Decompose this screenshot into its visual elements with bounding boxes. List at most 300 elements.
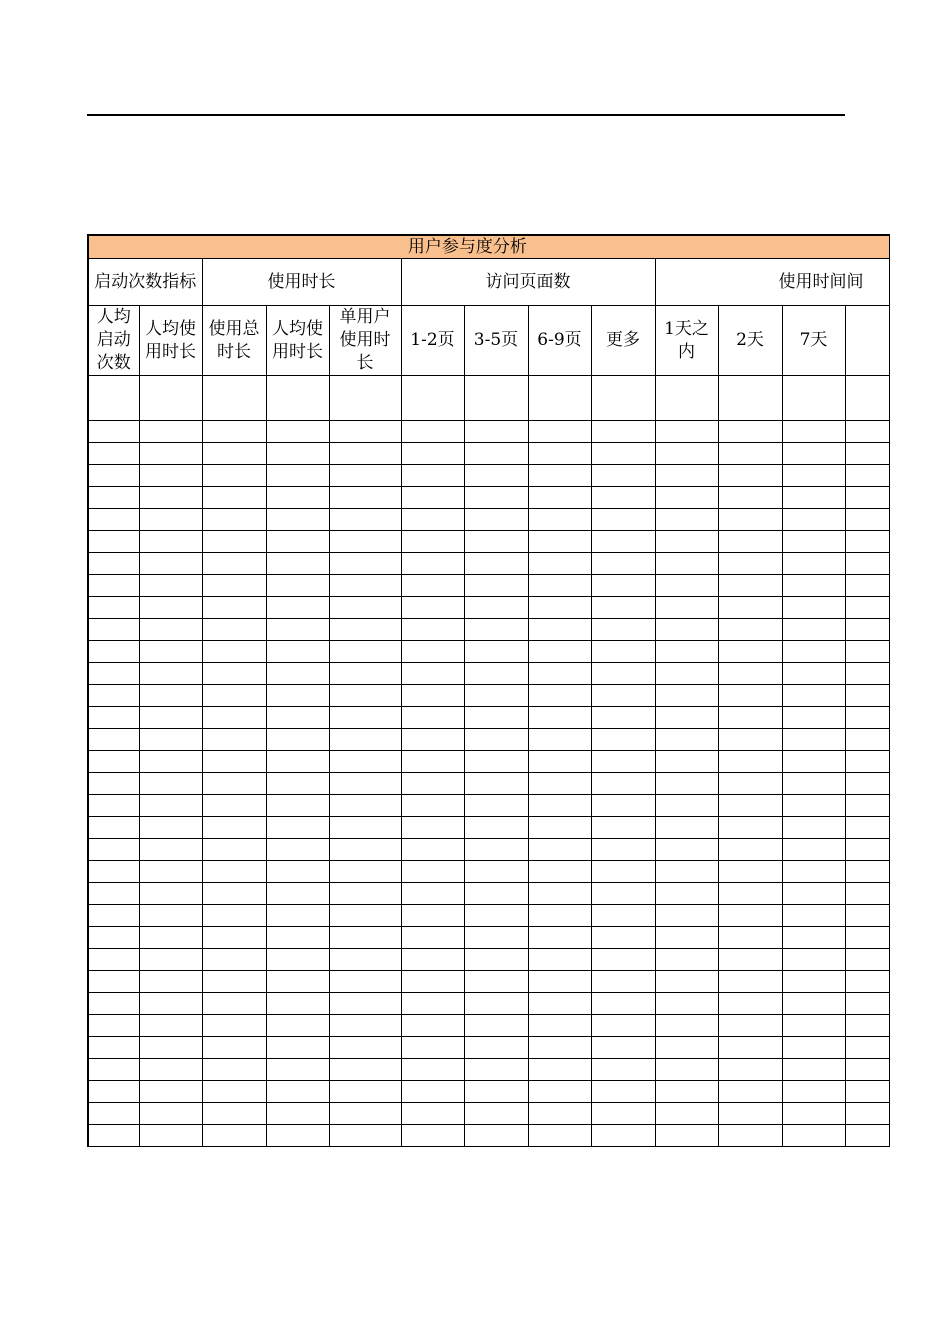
table-cell[interactable] bbox=[139, 729, 202, 751]
table-cell[interactable] bbox=[718, 465, 782, 487]
table-cell[interactable] bbox=[528, 1037, 591, 1059]
table-cell[interactable] bbox=[655, 707, 718, 729]
table-cell[interactable] bbox=[139, 751, 202, 773]
table-cell[interactable] bbox=[266, 619, 329, 641]
table-cell[interactable] bbox=[139, 421, 202, 443]
table-cell[interactable] bbox=[202, 1103, 266, 1125]
table-cell[interactable] bbox=[718, 795, 782, 817]
table-cell[interactable] bbox=[591, 619, 655, 641]
table-cell[interactable] bbox=[266, 1081, 329, 1103]
table-cell[interactable] bbox=[464, 1059, 528, 1081]
table-cell[interactable] bbox=[329, 751, 401, 773]
table-cell[interactable] bbox=[655, 1059, 718, 1081]
table-cell[interactable] bbox=[202, 861, 266, 883]
table-cell[interactable] bbox=[266, 465, 329, 487]
table-cell[interactable] bbox=[139, 531, 202, 553]
table-cell[interactable] bbox=[591, 993, 655, 1015]
table-cell[interactable] bbox=[528, 376, 591, 421]
table-cell[interactable] bbox=[88, 1103, 139, 1125]
table-cell[interactable] bbox=[401, 641, 464, 663]
table-cell[interactable] bbox=[591, 905, 655, 927]
table-cell[interactable] bbox=[202, 795, 266, 817]
table-cell[interactable] bbox=[591, 685, 655, 707]
table-cell[interactable] bbox=[266, 817, 329, 839]
table-cell[interactable] bbox=[528, 663, 591, 685]
table-cell[interactable] bbox=[266, 1103, 329, 1125]
table-cell[interactable] bbox=[655, 1037, 718, 1059]
table-cell[interactable] bbox=[139, 949, 202, 971]
table-cell[interactable] bbox=[329, 575, 401, 597]
table-cell[interactable] bbox=[202, 883, 266, 905]
table-cell[interactable] bbox=[655, 1103, 718, 1125]
table-cell[interactable] bbox=[88, 641, 139, 663]
table-cell[interactable] bbox=[782, 707, 845, 729]
table-cell[interactable] bbox=[528, 465, 591, 487]
table-cell[interactable] bbox=[591, 376, 655, 421]
table-cell[interactable] bbox=[202, 1037, 266, 1059]
table-cell[interactable] bbox=[655, 597, 718, 619]
table-cell[interactable] bbox=[464, 1103, 528, 1125]
table-cell[interactable] bbox=[202, 773, 266, 795]
table-cell[interactable] bbox=[528, 993, 591, 1015]
table-cell[interactable] bbox=[464, 905, 528, 927]
table-cell[interactable] bbox=[139, 1125, 202, 1147]
table-cell[interactable] bbox=[591, 839, 655, 861]
table-cell[interactable] bbox=[266, 949, 329, 971]
table-cell[interactable] bbox=[139, 509, 202, 531]
table-cell[interactable] bbox=[782, 443, 845, 465]
table-cell[interactable] bbox=[401, 839, 464, 861]
table-cell[interactable] bbox=[202, 421, 266, 443]
table-cell[interactable] bbox=[401, 487, 464, 509]
table-cell[interactable] bbox=[528, 553, 591, 575]
table-cell[interactable] bbox=[329, 927, 401, 949]
table-cell[interactable] bbox=[845, 839, 889, 861]
table-cell[interactable] bbox=[718, 443, 782, 465]
table-cell[interactable] bbox=[718, 553, 782, 575]
table-cell[interactable] bbox=[718, 531, 782, 553]
table-cell[interactable] bbox=[591, 707, 655, 729]
table-cell[interactable] bbox=[782, 949, 845, 971]
table-cell[interactable] bbox=[718, 597, 782, 619]
table-cell[interactable] bbox=[88, 553, 139, 575]
table-cell[interactable] bbox=[401, 993, 464, 1015]
table-cell[interactable] bbox=[139, 883, 202, 905]
table-cell[interactable] bbox=[655, 839, 718, 861]
table-cell[interactable] bbox=[718, 487, 782, 509]
table-cell[interactable] bbox=[655, 619, 718, 641]
table-cell[interactable] bbox=[88, 861, 139, 883]
table-cell[interactable] bbox=[845, 509, 889, 531]
table-cell[interactable] bbox=[655, 1125, 718, 1147]
table-cell[interactable] bbox=[718, 971, 782, 993]
table-cell[interactable] bbox=[464, 971, 528, 993]
table-cell[interactable] bbox=[845, 487, 889, 509]
table-cell[interactable] bbox=[464, 641, 528, 663]
table-cell[interactable] bbox=[401, 905, 464, 927]
table-cell[interactable] bbox=[464, 1081, 528, 1103]
table-cell[interactable] bbox=[718, 861, 782, 883]
table-cell[interactable] bbox=[591, 1103, 655, 1125]
table-cell[interactable] bbox=[655, 1015, 718, 1037]
table-cell[interactable] bbox=[782, 421, 845, 443]
table-cell[interactable] bbox=[718, 575, 782, 597]
table-cell[interactable] bbox=[139, 1037, 202, 1059]
table-cell[interactable] bbox=[401, 751, 464, 773]
table-cell[interactable] bbox=[139, 971, 202, 993]
table-cell[interactable] bbox=[528, 509, 591, 531]
table-cell[interactable] bbox=[266, 707, 329, 729]
table-cell[interactable] bbox=[202, 376, 266, 421]
table-cell[interactable] bbox=[266, 927, 329, 949]
table-cell[interactable] bbox=[401, 509, 464, 531]
table-cell[interactable] bbox=[782, 795, 845, 817]
table-cell[interactable] bbox=[329, 619, 401, 641]
table-cell[interactable] bbox=[845, 861, 889, 883]
table-cell[interactable] bbox=[202, 1059, 266, 1081]
table-cell[interactable] bbox=[655, 795, 718, 817]
table-cell[interactable] bbox=[528, 773, 591, 795]
table-cell[interactable] bbox=[88, 1015, 139, 1037]
table-cell[interactable] bbox=[782, 773, 845, 795]
table-cell[interactable] bbox=[329, 905, 401, 927]
table-cell[interactable] bbox=[329, 1125, 401, 1147]
table-cell[interactable] bbox=[528, 729, 591, 751]
table-cell[interactable] bbox=[88, 443, 139, 465]
table-cell[interactable] bbox=[528, 927, 591, 949]
table-cell[interactable] bbox=[266, 597, 329, 619]
table-cell[interactable] bbox=[139, 597, 202, 619]
table-cell[interactable] bbox=[139, 707, 202, 729]
table-cell[interactable] bbox=[718, 773, 782, 795]
table-cell[interactable] bbox=[401, 376, 464, 421]
table-cell[interactable] bbox=[782, 817, 845, 839]
table-cell[interactable] bbox=[655, 729, 718, 751]
table-cell[interactable] bbox=[718, 663, 782, 685]
table-cell[interactable] bbox=[88, 531, 139, 553]
table-cell[interactable] bbox=[464, 553, 528, 575]
table-cell[interactable] bbox=[88, 949, 139, 971]
table-cell[interactable] bbox=[845, 641, 889, 663]
table-cell[interactable] bbox=[591, 443, 655, 465]
table-cell[interactable] bbox=[202, 1015, 266, 1037]
table-cell[interactable] bbox=[528, 861, 591, 883]
table-cell[interactable] bbox=[718, 1103, 782, 1125]
table-cell[interactable] bbox=[329, 1037, 401, 1059]
table-cell[interactable] bbox=[845, 619, 889, 641]
table-cell[interactable] bbox=[845, 883, 889, 905]
table-cell[interactable] bbox=[202, 839, 266, 861]
table-cell[interactable] bbox=[88, 751, 139, 773]
table-cell[interactable] bbox=[718, 949, 782, 971]
table-cell[interactable] bbox=[88, 597, 139, 619]
table-cell[interactable] bbox=[464, 729, 528, 751]
table-cell[interactable] bbox=[329, 729, 401, 751]
table-cell[interactable] bbox=[139, 443, 202, 465]
table-cell[interactable] bbox=[591, 641, 655, 663]
table-cell[interactable] bbox=[329, 1103, 401, 1125]
table-cell[interactable] bbox=[464, 1037, 528, 1059]
table-cell[interactable] bbox=[591, 773, 655, 795]
table-cell[interactable] bbox=[655, 487, 718, 509]
table-cell[interactable] bbox=[139, 861, 202, 883]
table-cell[interactable] bbox=[266, 575, 329, 597]
table-cell[interactable] bbox=[464, 509, 528, 531]
table-cell[interactable] bbox=[139, 905, 202, 927]
table-cell[interactable] bbox=[329, 971, 401, 993]
table-cell[interactable] bbox=[202, 465, 266, 487]
table-cell[interactable] bbox=[464, 927, 528, 949]
table-cell[interactable] bbox=[845, 531, 889, 553]
table-cell[interactable] bbox=[718, 1015, 782, 1037]
table-cell[interactable] bbox=[528, 1081, 591, 1103]
table-cell[interactable] bbox=[401, 553, 464, 575]
table-cell[interactable] bbox=[655, 905, 718, 927]
table-cell[interactable] bbox=[528, 795, 591, 817]
table-cell[interactable] bbox=[401, 619, 464, 641]
table-cell[interactable] bbox=[718, 817, 782, 839]
table-cell[interactable] bbox=[782, 465, 845, 487]
table-cell[interactable] bbox=[845, 663, 889, 685]
table-cell[interactable] bbox=[591, 1081, 655, 1103]
table-cell[interactable] bbox=[718, 927, 782, 949]
table-cell[interactable] bbox=[464, 949, 528, 971]
table-cell[interactable] bbox=[845, 729, 889, 751]
table-cell[interactable] bbox=[782, 376, 845, 421]
table-cell[interactable] bbox=[464, 487, 528, 509]
table-cell[interactable] bbox=[329, 553, 401, 575]
table-cell[interactable] bbox=[401, 927, 464, 949]
table-cell[interactable] bbox=[202, 531, 266, 553]
table-cell[interactable] bbox=[202, 597, 266, 619]
table-cell[interactable] bbox=[528, 1015, 591, 1037]
table-cell[interactable] bbox=[845, 376, 889, 421]
table-cell[interactable] bbox=[528, 707, 591, 729]
table-cell[interactable] bbox=[266, 663, 329, 685]
table-cell[interactable] bbox=[139, 839, 202, 861]
table-cell[interactable] bbox=[202, 685, 266, 707]
table-cell[interactable] bbox=[202, 443, 266, 465]
table-cell[interactable] bbox=[782, 487, 845, 509]
table-cell[interactable] bbox=[591, 795, 655, 817]
table-cell[interactable] bbox=[782, 751, 845, 773]
table-cell[interactable] bbox=[329, 376, 401, 421]
table-cell[interactable] bbox=[266, 509, 329, 531]
table-cell[interactable] bbox=[401, 531, 464, 553]
table-cell[interactable] bbox=[401, 773, 464, 795]
table-cell[interactable] bbox=[329, 685, 401, 707]
table-cell[interactable] bbox=[845, 1015, 889, 1037]
table-cell[interactable] bbox=[591, 927, 655, 949]
table-cell[interactable] bbox=[591, 817, 655, 839]
table-cell[interactable] bbox=[845, 465, 889, 487]
table-cell[interactable] bbox=[88, 575, 139, 597]
table-cell[interactable] bbox=[88, 927, 139, 949]
table-cell[interactable] bbox=[591, 509, 655, 531]
table-cell[interactable] bbox=[845, 1103, 889, 1125]
table-cell[interactable] bbox=[718, 1037, 782, 1059]
table-cell[interactable] bbox=[329, 817, 401, 839]
table-cell[interactable] bbox=[718, 1059, 782, 1081]
table-cell[interactable] bbox=[782, 1125, 845, 1147]
table-cell[interactable] bbox=[528, 751, 591, 773]
table-cell[interactable] bbox=[528, 817, 591, 839]
table-cell[interactable] bbox=[401, 795, 464, 817]
table-cell[interactable] bbox=[718, 1125, 782, 1147]
table-cell[interactable] bbox=[655, 509, 718, 531]
table-cell[interactable] bbox=[202, 553, 266, 575]
table-cell[interactable] bbox=[718, 839, 782, 861]
table-cell[interactable] bbox=[528, 597, 591, 619]
table-cell[interactable] bbox=[401, 971, 464, 993]
table-cell[interactable] bbox=[329, 883, 401, 905]
table-cell[interactable] bbox=[266, 1125, 329, 1147]
table-cell[interactable] bbox=[88, 729, 139, 751]
table-cell[interactable] bbox=[655, 773, 718, 795]
table-cell[interactable] bbox=[528, 685, 591, 707]
table-cell[interactable] bbox=[401, 1125, 464, 1147]
table-cell[interactable] bbox=[139, 817, 202, 839]
table-cell[interactable] bbox=[718, 729, 782, 751]
table-cell[interactable] bbox=[845, 993, 889, 1015]
table-cell[interactable] bbox=[845, 1037, 889, 1059]
table-cell[interactable] bbox=[528, 443, 591, 465]
table-cell[interactable] bbox=[464, 685, 528, 707]
table-cell[interactable] bbox=[591, 531, 655, 553]
table-cell[interactable] bbox=[202, 905, 266, 927]
table-cell[interactable] bbox=[329, 465, 401, 487]
table-cell[interactable] bbox=[845, 773, 889, 795]
table-cell[interactable] bbox=[845, 905, 889, 927]
table-cell[interactable] bbox=[266, 729, 329, 751]
table-cell[interactable] bbox=[202, 949, 266, 971]
table-cell[interactable] bbox=[139, 663, 202, 685]
table-cell[interactable] bbox=[845, 597, 889, 619]
table-cell[interactable] bbox=[464, 883, 528, 905]
table-cell[interactable] bbox=[401, 575, 464, 597]
table-cell[interactable] bbox=[401, 663, 464, 685]
table-cell[interactable] bbox=[718, 707, 782, 729]
table-cell[interactable] bbox=[88, 1081, 139, 1103]
table-cell[interactable] bbox=[718, 883, 782, 905]
table-cell[interactable] bbox=[202, 487, 266, 509]
table-cell[interactable] bbox=[464, 531, 528, 553]
table-cell[interactable] bbox=[266, 795, 329, 817]
table-cell[interactable] bbox=[202, 575, 266, 597]
table-cell[interactable] bbox=[782, 729, 845, 751]
table-cell[interactable] bbox=[88, 1037, 139, 1059]
table-cell[interactable] bbox=[845, 1081, 889, 1103]
table-cell[interactable] bbox=[266, 993, 329, 1015]
table-cell[interactable] bbox=[139, 487, 202, 509]
table-cell[interactable] bbox=[528, 421, 591, 443]
table-cell[interactable] bbox=[401, 685, 464, 707]
table-cell[interactable] bbox=[88, 376, 139, 421]
table-cell[interactable] bbox=[401, 597, 464, 619]
table-cell[interactable] bbox=[266, 443, 329, 465]
table-cell[interactable] bbox=[591, 729, 655, 751]
table-cell[interactable] bbox=[845, 685, 889, 707]
table-cell[interactable] bbox=[782, 619, 845, 641]
table-cell[interactable] bbox=[845, 553, 889, 575]
table-cell[interactable] bbox=[782, 553, 845, 575]
table-cell[interactable] bbox=[591, 1037, 655, 1059]
table-cell[interactable] bbox=[655, 993, 718, 1015]
table-cell[interactable] bbox=[202, 971, 266, 993]
table-cell[interactable] bbox=[139, 993, 202, 1015]
table-cell[interactable] bbox=[655, 751, 718, 773]
table-cell[interactable] bbox=[202, 993, 266, 1015]
table-cell[interactable] bbox=[88, 1125, 139, 1147]
table-cell[interactable] bbox=[266, 421, 329, 443]
table-cell[interactable] bbox=[782, 883, 845, 905]
table-cell[interactable] bbox=[88, 773, 139, 795]
table-cell[interactable] bbox=[782, 1037, 845, 1059]
table-cell[interactable] bbox=[202, 619, 266, 641]
table-cell[interactable] bbox=[329, 949, 401, 971]
table-cell[interactable] bbox=[266, 531, 329, 553]
table-cell[interactable] bbox=[655, 1081, 718, 1103]
table-cell[interactable] bbox=[782, 597, 845, 619]
table-cell[interactable] bbox=[782, 1059, 845, 1081]
table-cell[interactable] bbox=[88, 421, 139, 443]
table-cell[interactable] bbox=[528, 1059, 591, 1081]
table-cell[interactable] bbox=[782, 839, 845, 861]
table-cell[interactable] bbox=[528, 839, 591, 861]
table-cell[interactable] bbox=[591, 971, 655, 993]
table-cell[interactable] bbox=[591, 949, 655, 971]
table-cell[interactable] bbox=[782, 509, 845, 531]
table-cell[interactable] bbox=[718, 993, 782, 1015]
table-cell[interactable] bbox=[329, 1081, 401, 1103]
table-cell[interactable] bbox=[139, 1015, 202, 1037]
table-cell[interactable] bbox=[401, 729, 464, 751]
table-cell[interactable] bbox=[266, 376, 329, 421]
table-cell[interactable] bbox=[655, 553, 718, 575]
table-cell[interactable] bbox=[88, 1059, 139, 1081]
table-cell[interactable] bbox=[782, 971, 845, 993]
table-cell[interactable] bbox=[591, 465, 655, 487]
table-cell[interactable] bbox=[266, 553, 329, 575]
table-cell[interactable] bbox=[88, 883, 139, 905]
table-cell[interactable] bbox=[655, 861, 718, 883]
table-cell[interactable] bbox=[782, 927, 845, 949]
table-cell[interactable] bbox=[139, 1059, 202, 1081]
table-cell[interactable] bbox=[845, 1059, 889, 1081]
table-cell[interactable] bbox=[528, 883, 591, 905]
table-cell[interactable] bbox=[718, 1081, 782, 1103]
table-cell[interactable] bbox=[591, 1059, 655, 1081]
table-cell[interactable] bbox=[591, 597, 655, 619]
table-cell[interactable] bbox=[655, 641, 718, 663]
table-cell[interactable] bbox=[139, 1103, 202, 1125]
table-cell[interactable] bbox=[591, 663, 655, 685]
table-cell[interactable] bbox=[329, 839, 401, 861]
table-cell[interactable] bbox=[202, 1125, 266, 1147]
table-cell[interactable] bbox=[464, 619, 528, 641]
table-cell[interactable] bbox=[528, 487, 591, 509]
table-cell[interactable] bbox=[401, 421, 464, 443]
table-cell[interactable] bbox=[655, 663, 718, 685]
table-cell[interactable] bbox=[266, 971, 329, 993]
table-cell[interactable] bbox=[845, 1125, 889, 1147]
table-cell[interactable] bbox=[464, 663, 528, 685]
table-cell[interactable] bbox=[528, 575, 591, 597]
table-cell[interactable] bbox=[782, 1081, 845, 1103]
table-cell[interactable] bbox=[782, 685, 845, 707]
table-cell[interactable] bbox=[266, 1059, 329, 1081]
table-cell[interactable] bbox=[88, 839, 139, 861]
